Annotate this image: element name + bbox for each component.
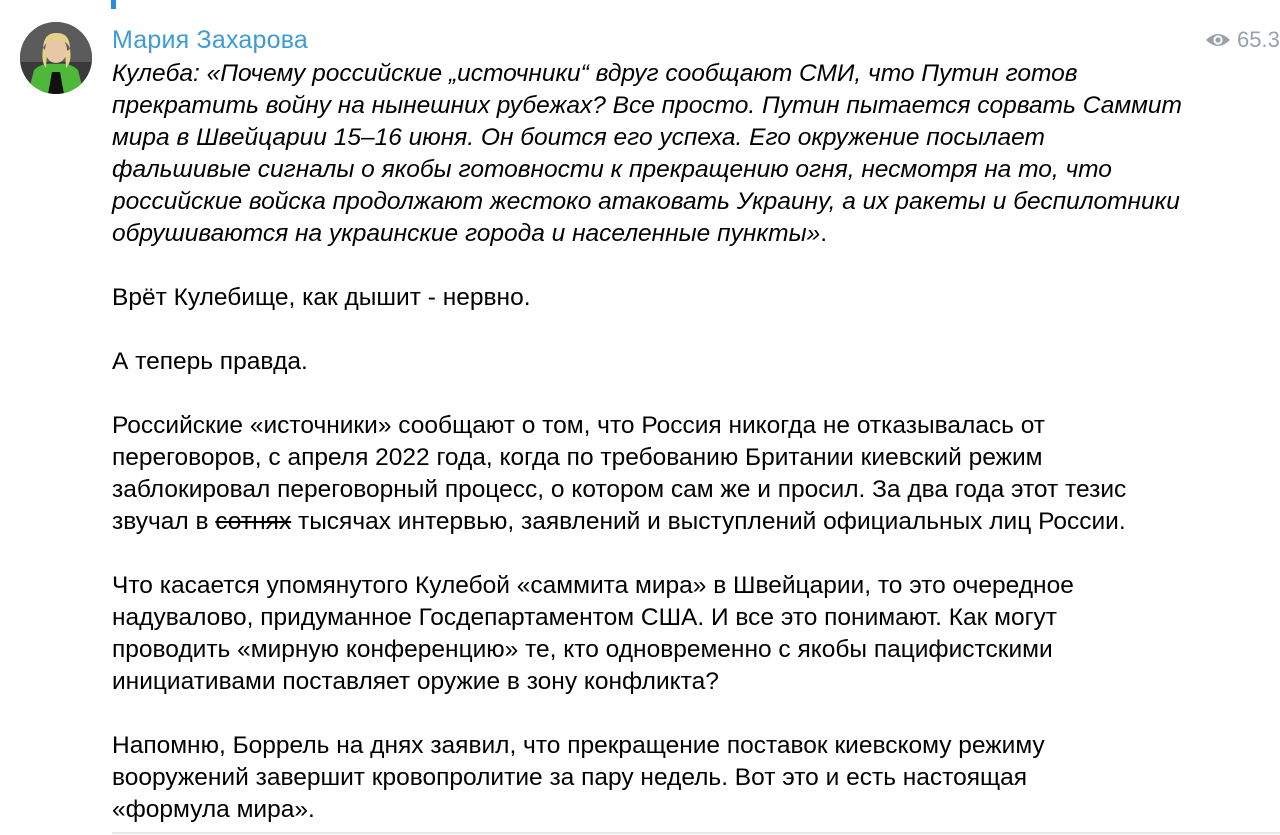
paragraph-line: вооружений завершит кровопролитие за пару недель. Вот это и есть настоящая — [112, 764, 1028, 791]
paragraph-line: Российские «источники» сообщают о том, что Россия никогда не отказывалась от — [112, 412, 1046, 439]
paragraph-line: Напомню, Боррель на днях заявил, что прекращение поставок киевскому режиму — [112, 732, 1045, 759]
eye-icon — [1205, 31, 1231, 49]
avatar[interactable] — [20, 22, 92, 94]
channel-author-name[interactable]: Мария Захарова — [112, 26, 309, 54]
quote-line-last — [112, 218, 1272, 250]
paragraph-gap — [112, 378, 1272, 410]
paragraph-gap — [112, 538, 1272, 570]
paragraph-2: А теперь правда. — [112, 348, 308, 375]
view-counter — [1205, 27, 1280, 53]
paragraph-5 — [112, 730, 1272, 826]
quote-line-text: обрушиваются на украинские города и населенные пункты» — [112, 220, 821, 247]
paragraph-gap — [112, 250, 1272, 282]
message-divider — [112, 832, 1280, 834]
quote-line: российские войска продолжают жестоко атаковать Украину, а их ракеты и беспилотники — [112, 188, 1180, 215]
paragraph-line: надувалово, придуманное Госдепартаментом США. И все это понимают. Как могут — [112, 604, 1057, 631]
paragraph-line — [112, 506, 1272, 538]
paragraph-line: проводить «мирную конференцию» те, кто одновременно с якобы пацифистскими — [112, 636, 1053, 663]
avatar-image — [20, 22, 92, 94]
strikethrough-text: сотнях — [215, 508, 292, 535]
paragraph-4 — [112, 570, 1272, 698]
quoted-statement — [112, 58, 1272, 250]
quote-line: мира в Швейцарии 15–16 июня. Он боится его успеха. Его окружение посылает — [112, 124, 1045, 151]
quote-line: Кулеба: «Почему российские „источники“ вдруг сообщают СМИ, что Путин готов — [112, 60, 1078, 87]
paragraph-line: инициативами поставляет оружие в зону конфликта? — [112, 668, 719, 695]
paragraph-gap — [112, 698, 1272, 730]
view-count: 65.3 — [1237, 27, 1280, 52]
quote-line: прекратить войну на нынешних рубежах? Все просто. Путин пытается сорвать Саммит — [112, 92, 1182, 119]
paragraph-gap — [112, 314, 1272, 346]
text-after-strike: тысячах интервью, заявлений и выступлений официальных лиц России. — [291, 508, 1126, 535]
paragraph-1: Врёт Кулебище, как дышит - нервно. — [112, 284, 531, 311]
paragraph-3 — [112, 410, 1272, 538]
quote-line: фальшивые сигналы о якобы готовности к прекращению огня, несмотря на то, что — [112, 156, 1112, 183]
paragraph-line: переговоров, с апреля 2022 года, когда по требованию Британии киевский режим — [112, 444, 1043, 471]
channel-accent-bar — [111, 0, 116, 9]
paragraph-line: Что касается упомянутого Кулебой «саммита мира» в Швейцарии, то это очередное — [112, 572, 1074, 599]
paragraph-line: заблокировал переговорный процесс, о котором сам же и просил. За два года этот тезис — [112, 476, 1127, 503]
quote-end-punctuation: . — [820, 220, 828, 247]
text-before-strike: звучал в — [112, 508, 216, 535]
message-text — [112, 58, 1272, 826]
paragraph-line: «формула мира». — [112, 796, 315, 823]
